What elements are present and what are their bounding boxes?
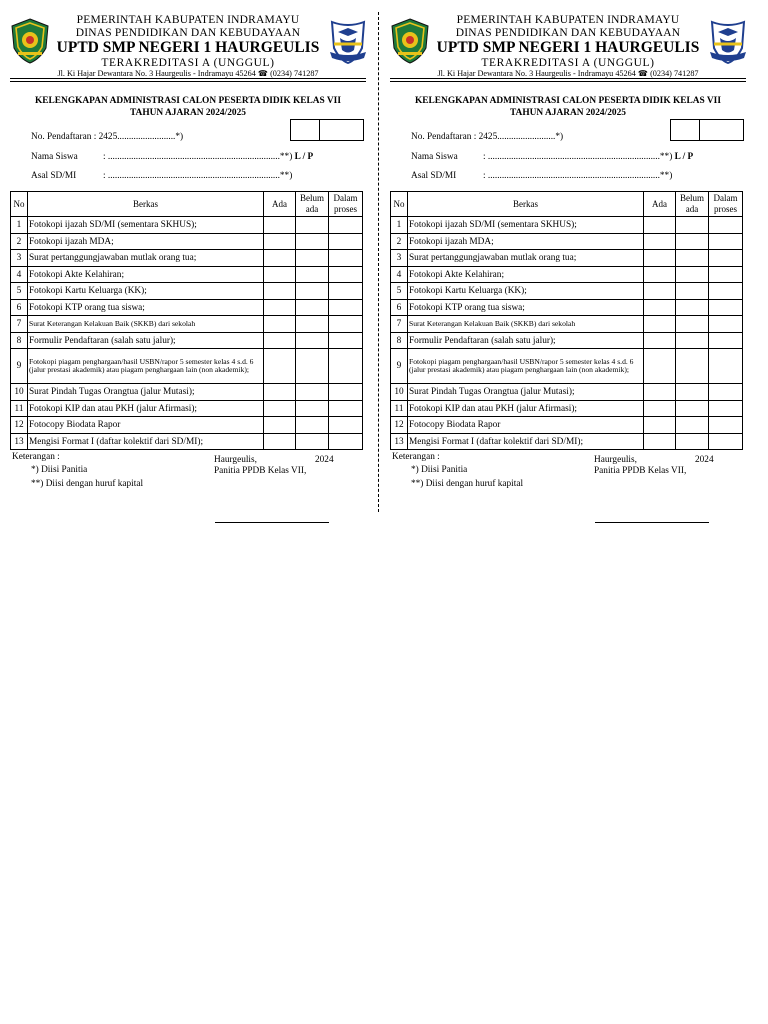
form-title [10,95,366,119]
check-belum-ada[interactable] [676,233,709,250]
check-dalam-proses[interactable] [329,299,363,316]
table-row [391,384,743,401]
check-dalam-proses[interactable] [329,349,363,384]
check-dalam-proses[interactable] [329,417,363,434]
student-name-field[interactable] [31,152,313,162]
document-item: Fotokopi piagam penghargaan/hasil USBN/rapor 5 semester kelas 4 s.d. 6 (jalur prestasi akademik) atau piagam penghargaan lain (non akademik); [28,349,264,384]
signature-year: 2024 [695,455,714,466]
letterhead-double-rule [10,78,366,82]
check-belum-ada[interactable] [296,417,329,434]
registration-form-right [390,12,746,522]
check-dalam-proses[interactable] [329,250,363,267]
origin-school-label: Asal SD/MI [31,171,77,182]
row-number: 10 [11,384,28,401]
document-checklist-table [10,191,363,450]
check-dalam-proses[interactable] [329,233,363,250]
indramayu-regency-emblem-icon [390,18,430,64]
check-ada[interactable] [264,316,296,333]
table-header-row [391,192,743,217]
check-ada[interactable] [264,349,296,384]
table-row [11,266,363,283]
form-title-line2: TAHUN AJARAN 2024/2025 [130,108,246,119]
table-row [11,384,363,401]
document-item: Fotokopi ijazah MDA; [28,233,264,250]
row-number: 12 [11,417,28,434]
document-item: Surat Keterangan Kelakuan Baik (SKKB) dari sekolah [28,316,264,333]
form-footer [10,450,366,540]
col-header-ada: Ada [264,192,296,217]
row-number: 11 [391,400,408,417]
check-ada[interactable] [264,299,296,316]
table-row [391,400,743,417]
form-title-line1: KELENGKAPAN ADMINISTRASI CALON PESERTA DIDIK KELAS VII [415,96,721,106]
document-item: Fotokopi ijazah SD/MI (sementara SKHUS); [28,217,264,234]
table-row [11,217,363,234]
document-item: Fotokopi KIP dan atau PKH (jalur Afirmasi); [28,400,264,417]
check-ada[interactable] [644,233,676,250]
signature-place: Haurgeulis, [214,455,257,466]
student-name-field[interactable] [411,152,693,162]
document-item: Formulir Pendaftaran (salah satu jalur); [408,332,644,349]
check-ada[interactable] [644,349,676,384]
check-ada[interactable] [264,266,296,283]
table-row [11,332,363,349]
col-header-no: No [391,192,408,217]
check-dalam-proses[interactable] [709,433,743,450]
document-item: Mengisi Format I (daftar kolektif dari SD/MI); [408,433,644,450]
table-row [11,233,363,250]
notes-heading: Keterangan : [12,452,60,463]
gender-option[interactable]: L / P [674,152,694,163]
table-row [11,417,363,434]
check-belum-ada[interactable] [296,316,329,333]
check-belum-ada[interactable] [676,316,709,333]
document-item: Fotokopi KTP orang tua siswa; [28,299,264,316]
check-dalam-proses[interactable] [709,299,743,316]
signature-place: Haurgeulis, [594,455,637,466]
row-number: 4 [11,266,28,283]
col-header-dalam-proses: Dalam proses [329,192,363,217]
check-dalam-proses[interactable] [709,384,743,401]
check-belum-ada[interactable] [296,250,329,267]
check-dalam-proses[interactable] [329,316,363,333]
check-ada[interactable] [264,332,296,349]
document-item: Fotokopi ijazah SD/MI (sementara SKHUS); [408,217,644,234]
table-row [11,433,363,450]
check-dalam-proses[interactable] [709,316,743,333]
check-belum-ada[interactable] [676,417,709,434]
table-row [11,299,363,316]
row-number: 1 [391,217,408,234]
row-number: 4 [391,266,408,283]
table-row [391,299,743,316]
row-number: 8 [391,332,408,349]
registration-number-field[interactable]: No. Pendaftaran : 2425.........................*) [411,132,564,143]
table-row [391,316,743,333]
check-dalam-proses[interactable] [329,217,363,234]
school-name: UPTD SMP NEGERI 1 HAURGEULIS [436,39,700,57]
document-item: Fotokopi Kartu Keluarga (KK); [408,283,644,300]
row-number: 10 [391,384,408,401]
document-item: Surat Pindah Tugas Orangtua (jalur Mutasi); [28,384,264,401]
check-belum-ada[interactable] [296,233,329,250]
document-item: Fotokopi ijazah MDA; [408,233,644,250]
check-ada[interactable] [264,400,296,417]
table-row [391,349,743,384]
document-item: Mengisi Format I (daftar kolektif dari SD/MI); [28,433,264,450]
school-address: Jl. Ki Hajar Dewantara No. 3 Haurgeulis - Indramayu 45264 ☎ (0234) 741287 [57,69,319,78]
document-item: Surat pertanggungjawaban mutlak orang tua; [408,250,644,267]
check-belum-ada[interactable] [296,400,329,417]
department-name: DINAS PENDIDIKAN DAN KEBUDAYAAN [75,27,301,40]
check-dalam-proses[interactable] [709,233,743,250]
document-checklist-table [390,191,743,450]
row-number: 9 [391,349,408,384]
check-dalam-proses[interactable] [709,349,743,384]
row-number: 9 [11,349,28,384]
row-number: 12 [391,417,408,434]
check-dalam-proses[interactable] [329,433,363,450]
check-ada[interactable] [644,384,676,401]
cut-line-divider [378,12,379,512]
check-dalam-proses[interactable] [709,332,743,349]
row-number: 1 [11,217,28,234]
document-item: Surat pertanggungjawaban mutlak orang tua; [28,250,264,267]
letterhead [10,12,366,81]
row-number: 7 [11,316,28,333]
table-row [11,250,363,267]
document-item: Fotocopy Biodata Rapor [408,417,644,434]
table-row [11,283,363,300]
accreditation-text: TERAKREDITASI A (UNGGUL) [101,56,275,69]
registration-number-field[interactable]: No. Pendaftaran : 2425.........................*) [31,132,184,143]
government-name: PEMERINTAH KABUPATEN INDRAMAYU [456,14,680,26]
box-divider [319,120,320,140]
check-belum-ada[interactable] [296,349,329,384]
row-number: 5 [391,283,408,300]
department-name: DINAS PENDIDIKAN DAN KEBUDAYAAN [455,27,681,40]
row-number: 7 [391,316,408,333]
check-dalam-proses[interactable] [709,266,743,283]
origin-school-line: : ..........................................................................**) [103,171,293,182]
document-item: Fotokopi KTP orang tua siswa; [408,299,644,316]
student-name-label: Nama Siswa [411,152,458,163]
student-name-line: : ..........................................................................**) [103,152,293,163]
school-name: UPTD SMP NEGERI 1 HAURGEULIS [56,39,320,57]
row-number: 6 [391,299,408,316]
check-belum-ada[interactable] [676,433,709,450]
letterhead-text [54,14,322,70]
check-ada[interactable] [644,266,676,283]
row-number: 3 [11,250,28,267]
check-ada[interactable] [264,233,296,250]
table-row [11,316,363,333]
document-item: Fotokopi Akte Kelahiran; [28,266,264,283]
note-capital-letters: **) Diisi dengan huruf kapital [31,479,144,490]
document-item: Fotocopy Biodata Rapor [28,417,264,434]
check-belum-ada[interactable] [296,217,329,234]
letterhead-double-rule [390,78,746,82]
check-belum-ada[interactable] [296,266,329,283]
check-ada[interactable] [264,384,296,401]
check-ada[interactable] [644,283,676,300]
registration-form-left [10,12,366,522]
note-panitia: *) Diisi Panitia [31,465,88,476]
origin-school-field[interactable] [31,171,292,181]
check-ada[interactable] [264,433,296,450]
check-belum-ada[interactable] [676,299,709,316]
col-header-belum-ada: Belum ada [296,192,329,217]
check-dalam-proses[interactable] [329,384,363,401]
government-name: PEMERINTAH KABUPATEN INDRAMAYU [76,14,300,26]
box-divider [699,120,700,140]
check-belum-ada[interactable] [676,217,709,234]
row-number: 6 [11,299,28,316]
row-number: 2 [391,233,408,250]
check-ada[interactable] [644,316,676,333]
table-row [11,349,363,384]
registration-number-box[interactable] [670,119,744,141]
check-ada[interactable] [644,417,676,434]
table-row [391,283,743,300]
check-dalam-proses[interactable] [329,283,363,300]
col-header-berkas: Berkas [408,192,644,217]
check-belum-ada[interactable] [676,332,709,349]
check-belum-ada[interactable] [676,349,709,384]
check-dalam-proses[interactable] [709,400,743,417]
check-belum-ada[interactable] [296,433,329,450]
row-number: 2 [11,233,28,250]
table-row [391,433,743,450]
form-title [390,95,746,119]
row-number: 13 [391,433,408,450]
check-belum-ada[interactable] [296,332,329,349]
origin-school-label: Asal SD/MI [411,171,457,182]
table-row [391,417,743,434]
school-emblem-icon [328,18,368,64]
letterhead-text [434,14,702,70]
table-row [391,250,743,267]
check-ada[interactable] [264,250,296,267]
check-ada[interactable] [644,433,676,450]
check-belum-ada[interactable] [676,384,709,401]
document-item: Fotokopi Akte Kelahiran; [408,266,644,283]
school-emblem-icon [708,18,748,64]
committee-title: Panitia PPDB Kelas VII, [214,466,307,477]
form-title-line2: TAHUN AJARAN 2024/2025 [510,108,626,119]
gender-option[interactable]: L / P [294,152,314,163]
check-belum-ada[interactable] [676,283,709,300]
row-number: 8 [11,332,28,349]
check-ada[interactable] [644,250,676,267]
form-footer [390,450,746,540]
form-title-line1: KELENGKAPAN ADMINISTRASI CALON PESERTA DIDIK KELAS VII [35,96,341,106]
check-dalam-proses[interactable] [709,250,743,267]
row-number: 13 [11,433,28,450]
notes-heading: Keterangan : [392,452,440,463]
row-number: 11 [11,400,28,417]
check-belum-ada[interactable] [676,250,709,267]
col-header-ada: Ada [644,192,676,217]
note-panitia: *) Diisi Panitia [411,465,468,476]
check-belum-ada[interactable] [296,384,329,401]
student-fields [390,119,746,191]
check-dalam-proses[interactable] [329,332,363,349]
note-capital-letters: **) Diisi dengan huruf kapital [411,479,524,490]
col-header-dalam-proses: Dalam proses [709,192,743,217]
check-dalam-proses[interactable] [329,266,363,283]
origin-school-line: : ..........................................................................**) [483,171,673,182]
table-row [391,266,743,283]
table-header-row [11,192,363,217]
col-header-no: No [11,192,28,217]
registration-number-box[interactable] [290,119,364,141]
table-row [391,217,743,234]
check-dalam-proses[interactable] [709,283,743,300]
signature-line[interactable] [215,522,329,523]
check-ada[interactable] [644,217,676,234]
student-name-line: : ..........................................................................**) [483,152,673,163]
check-ada[interactable] [644,400,676,417]
document-item: Formulir Pendaftaran (salah satu jalur); [28,332,264,349]
committee-title: Panitia PPDB Kelas VII, [594,466,687,477]
check-belum-ada[interactable] [296,283,329,300]
signature-year: 2024 [315,455,334,466]
check-dalam-proses[interactable] [709,417,743,434]
row-number: 5 [11,283,28,300]
table-row [11,400,363,417]
origin-school-field[interactable] [411,171,672,181]
col-header-belum-ada: Belum ada [676,192,709,217]
document-item: Fotokopi Kartu Keluarga (KK); [28,283,264,300]
document-item: Surat Pindah Tugas Orangtua (jalur Mutasi); [408,384,644,401]
check-ada[interactable] [264,283,296,300]
school-address: Jl. Ki Hajar Dewantara No. 3 Haurgeulis - Indramayu 45264 ☎ (0234) 741287 [437,69,699,78]
accreditation-text: TERAKREDITASI A (UNGGUL) [481,56,655,69]
col-header-berkas: Berkas [28,192,264,217]
check-ada[interactable] [644,299,676,316]
student-fields [10,119,366,191]
indramayu-regency-emblem-icon [10,18,50,64]
check-dalam-proses[interactable] [329,400,363,417]
check-belum-ada[interactable] [676,266,709,283]
letterhead [390,12,746,81]
student-name-label: Nama Siswa [31,152,78,163]
document-item: Fotokopi KIP dan atau PKH (jalur Afirmasi); [408,400,644,417]
signature-line[interactable] [595,522,709,523]
document-item: Surat Keterangan Kelakuan Baik (SKKB) dari sekolah [408,316,644,333]
document-item: Fotokopi piagam penghargaan/hasil USBN/rapor 5 semester kelas 4 s.d. 6 (jalur prestasi akademik) atau piagam penghargaan lain (non akademik); [408,349,644,384]
check-dalam-proses[interactable] [709,217,743,234]
check-belum-ada[interactable] [676,400,709,417]
check-ada[interactable] [264,417,296,434]
check-ada[interactable] [264,217,296,234]
row-number: 3 [391,250,408,267]
table-row [391,233,743,250]
table-row [391,332,743,349]
check-belum-ada[interactable] [296,299,329,316]
check-ada[interactable] [644,332,676,349]
